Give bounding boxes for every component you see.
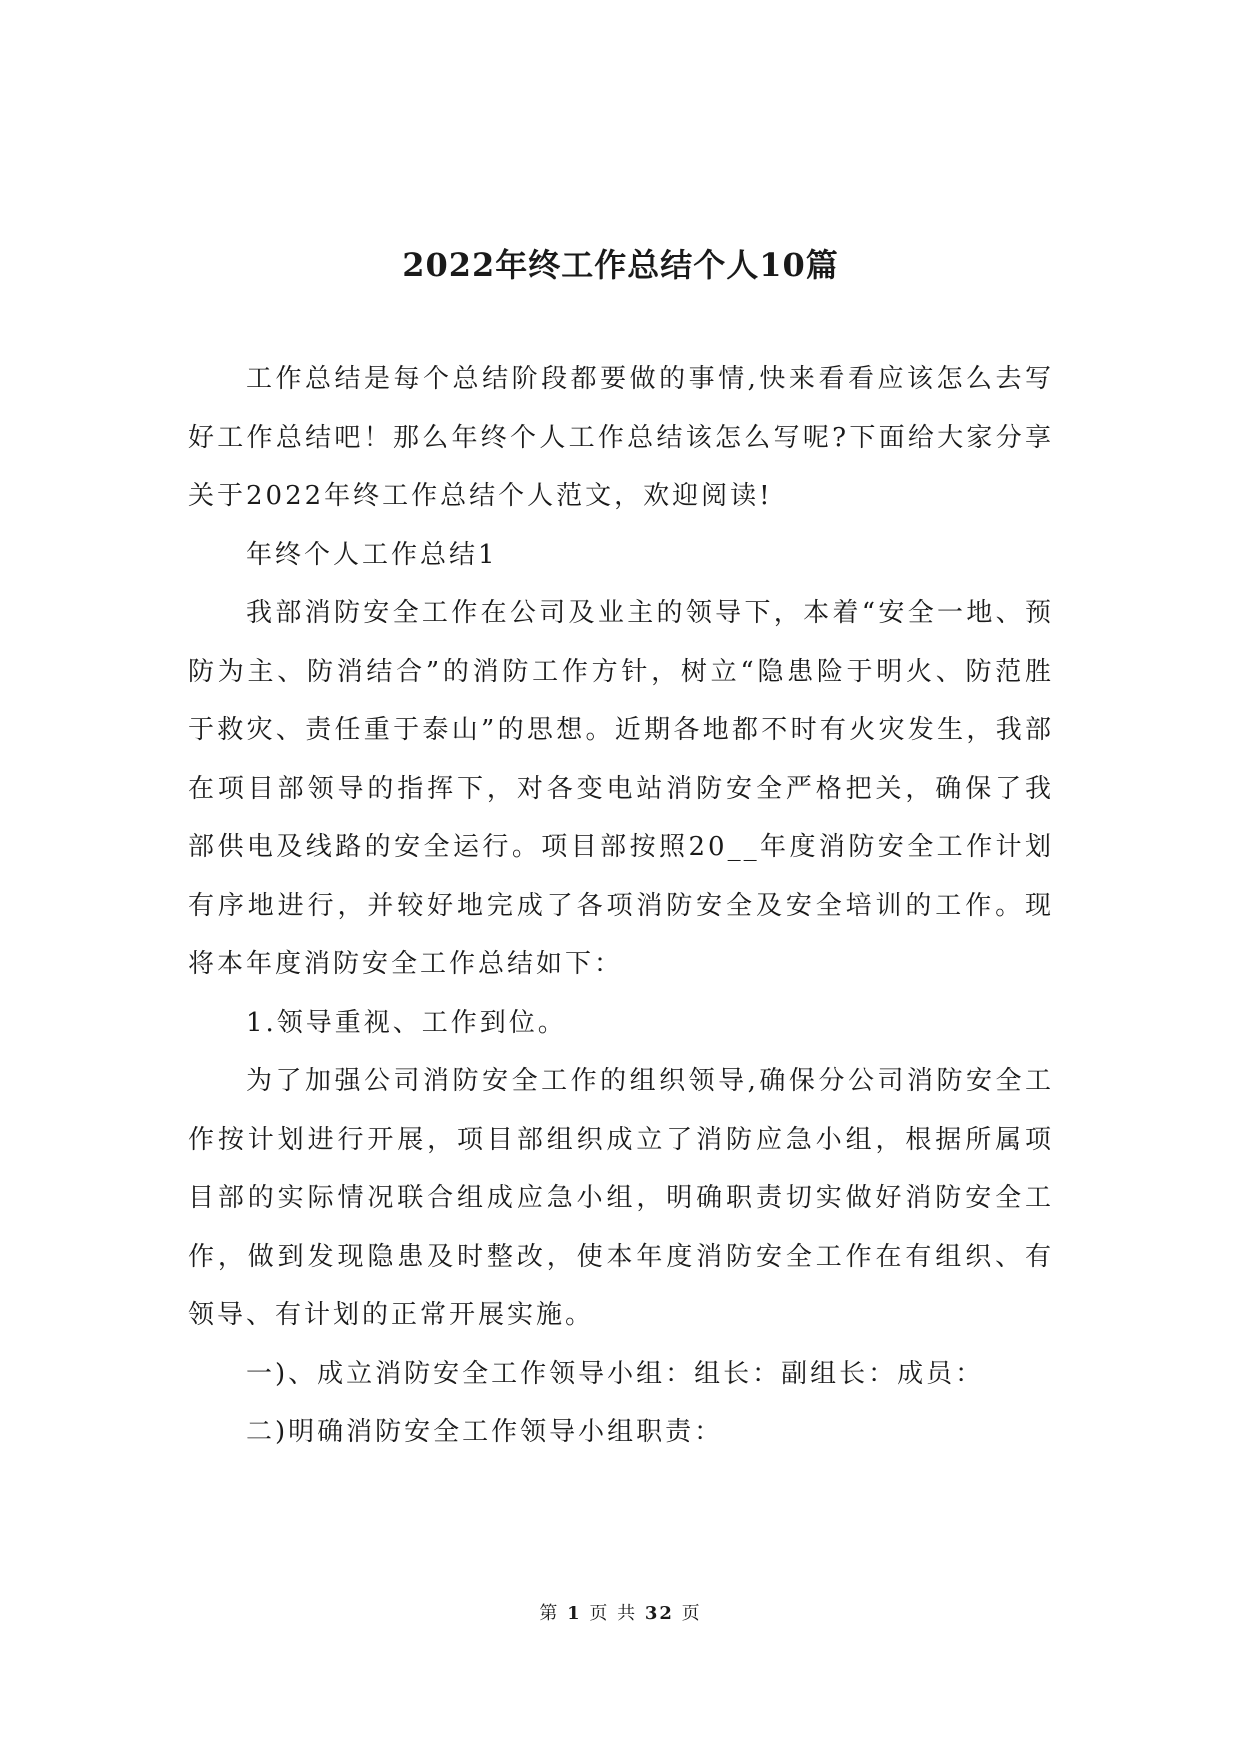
document-body [188,350,1054,1462]
list-item-duties: 二)明确消防安全工作领导小组职责： [246,1417,724,1447]
page-footer [0,1602,1241,1626]
section-heading: 年终个人工作总结1 [246,539,498,570]
footer-total-pages: 32 [644,1603,674,1624]
list-item-heading: 1.领导重视、工作到位。 [246,1007,567,1038]
list-item-team: 一)、成立消防安全工作领导小组：组长：副组长：成员： [246,1358,985,1389]
footer-page-number: 1 [567,1603,582,1624]
paragraph-fire-safety: 我部消防安全工作在公司及业主的领导下，本着“安全一地、预防为主、防消结合”的消防工作方针，树立“隐患险于明火、防范胜于救灾、责任重于泰山”的思想。近期各地都不时有火灾发生，我部在项目部领导的指挥下，对各变电站消防安全严格把关，确保了我部供电及线路的安全运行。项目部按照20__年度消防安全工作计划有序地进行，并较好地完成了各项消防安全及安全培训的工作。现将本年度消防安全工作总结如下： [188,598,1054,979]
footer-suffix: 页 [681,1603,702,1624]
document-title: 2022年终工作总结个人10篇 [402,246,839,285]
footer-mid: 页 共 [589,1603,638,1624]
footer-prefix: 第 [539,1603,560,1624]
paragraph-organization: 为了加强公司消防安全工作的组织领导,确保分公司消防安全工作按计划进行开展，项目部组织成立了消防应急小组，根据所属项目部的实际情况联合组成应急小组，明确职责切实做好消防安全工作，做到发现隐患及时整改，使本年度消防安全工作在有组织、有领导、有计划的正常开展实施。 [188,1066,1054,1330]
paragraph-intro: 工作总结是每个总结阶段都要做的事情,快来看看应该怎么去写好工作总结吧！那么年终个人工作总结该怎么写呢?下面给大家分享关于2022年终工作总结个人范文，欢迎阅读! [188,364,1054,511]
